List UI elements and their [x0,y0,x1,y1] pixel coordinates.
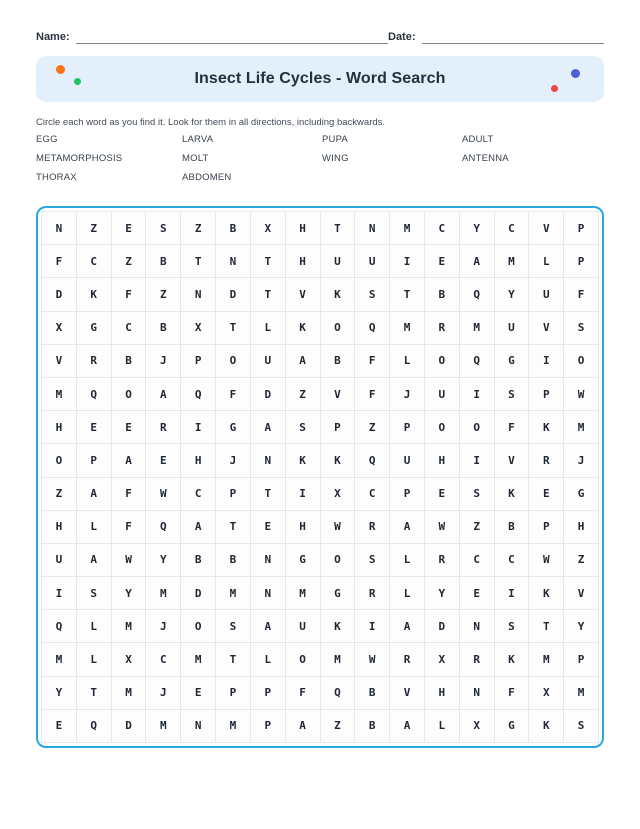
grid-cell[interactable]: M [146,710,181,743]
grid-cell[interactable]: C [112,312,147,345]
grid-cell[interactable]: P [251,677,286,710]
grid-cell[interactable]: Z [564,544,599,577]
grid-cell[interactable]: I [390,245,425,278]
grid-cell[interactable]: L [390,345,425,378]
grid-cell[interactable]: D [112,710,147,743]
grid-cell[interactable]: T [251,478,286,511]
grid-cell[interactable]: O [564,345,599,378]
grid-cell[interactable]: P [251,710,286,743]
grid-cell[interactable]: O [425,411,460,444]
grid-cell[interactable]: Z [286,378,321,411]
grid-cell[interactable]: J [146,345,181,378]
grid-cell[interactable]: E [425,245,460,278]
grid-cell[interactable]: I [460,378,495,411]
grid-cell[interactable]: N [251,577,286,610]
grid-cell[interactable]: G [564,478,599,511]
grid-cell[interactable]: Z [112,245,147,278]
page-title: Insect Life Cycles - Word Search [194,70,446,87]
grid-cell[interactable]: T [181,245,216,278]
grid-cell[interactable]: L [251,312,286,345]
grid-cell[interactable]: F [286,677,321,710]
grid-cell[interactable]: M [146,577,181,610]
grid-cell[interactable]: F [495,677,530,710]
grid-cell[interactable]: K [321,278,356,311]
grid-cell[interactable]: G [216,411,251,444]
grid-cell[interactable]: J [216,444,251,477]
grid-cell[interactable]: I [181,411,216,444]
grid-cell[interactable]: C [355,478,390,511]
grid-cell[interactable]: C [425,212,460,245]
date-input-line[interactable] [422,30,604,44]
grid-cell[interactable]: W [321,511,356,544]
grid-cell[interactable]: T [251,245,286,278]
grid-cell[interactable]: A [286,710,321,743]
grid-cell[interactable]: A [251,411,286,444]
grid-cell[interactable]: H [425,444,460,477]
grid-cell[interactable]: L [390,544,425,577]
grid-cell[interactable]: O [425,345,460,378]
decorative-dot-green-icon [74,78,81,85]
grid-cell[interactable]: T [77,677,112,710]
grid-cell[interactable]: F [216,378,251,411]
instructions-text: Circle each word as you find it. Look for them in all directions, including backwards. [36,117,386,128]
grid-cell[interactable]: N [181,710,216,743]
grid-cell[interactable]: S [460,478,495,511]
date-label: Date: [388,31,416,43]
word-list-item[interactable]: PUPA [322,134,348,145]
grid-cell[interactable]: R [460,643,495,676]
grid-cell[interactable]: O [112,378,147,411]
grid-cell[interactable]: T [529,610,564,643]
grid-cell[interactable]: I [495,577,530,610]
grid-cell[interactable]: M [529,643,564,676]
grid-cell[interactable]: S [216,610,251,643]
word-list-item[interactable]: WING [322,153,349,164]
grid-cell[interactable]: K [529,577,564,610]
grid-cell[interactable]: C [77,245,112,278]
grid-cell[interactable]: P [529,378,564,411]
grid-cell[interactable]: N [355,212,390,245]
grid-cell[interactable]: L [425,710,460,743]
grid-cell[interactable]: E [460,577,495,610]
grid-cell[interactable]: A [251,610,286,643]
grid-cell[interactable]: O [321,312,356,345]
grid-cell[interactable]: A [181,511,216,544]
grid-cell[interactable]: Q [321,677,356,710]
grid-cell[interactable]: F [355,378,390,411]
grid-cell[interactable]: U [495,312,530,345]
grid-cell[interactable]: N [181,278,216,311]
grid-cell[interactable]: R [146,411,181,444]
grid-cell[interactable]: H [286,212,321,245]
grid-cell[interactable]: N [251,544,286,577]
grid-cell[interactable]: B [112,345,147,378]
grid-cell[interactable]: A [390,710,425,743]
name-field-group [36,30,388,44]
grid-cell[interactable]: U [390,444,425,477]
grid-cell[interactable]: Z [460,511,495,544]
grid-cell[interactable]: D [181,577,216,610]
grid-cell[interactable]: E [112,212,147,245]
grid-cell[interactable]: E [42,710,77,743]
word-list [36,134,604,184]
word-list-item[interactable]: ANTENNA [462,153,509,164]
grid-cell[interactable]: M [216,710,251,743]
grid-cell[interactable]: D [425,610,460,643]
grid-cell[interactable]: X [42,312,77,345]
grid-cell[interactable]: K [286,444,321,477]
grid-cell[interactable]: P [390,411,425,444]
grid-cell[interactable]: K [529,710,564,743]
grid-cell[interactable]: Y [146,544,181,577]
decorative-dot-orange-icon [56,65,65,74]
grid-cell[interactable]: B [495,511,530,544]
date-field-group [388,30,604,44]
grid-cell[interactable]: O [321,544,356,577]
grid-cell[interactable]: B [355,677,390,710]
grid-cell[interactable]: Y [112,577,147,610]
grid-cell[interactable]: A [146,378,181,411]
grid-cell[interactable]: Q [42,610,77,643]
grid-cell[interactable]: X [529,677,564,710]
grid-cell[interactable]: P [321,411,356,444]
grid-cell[interactable]: B [425,278,460,311]
grid-cell[interactable]: T [216,643,251,676]
grid-cell[interactable]: G [286,544,321,577]
grid-cell[interactable]: K [321,610,356,643]
grid-cell[interactable]: Z [42,478,77,511]
grid-cell[interactable]: W [355,643,390,676]
grid-cell[interactable]: C [146,643,181,676]
grid-cell[interactable]: I [355,610,390,643]
grid-cell[interactable]: N [460,677,495,710]
grid-cell[interactable]: O [286,643,321,676]
word-list-item[interactable]: THORAX [36,172,77,183]
grid-cell[interactable]: B [355,710,390,743]
grid-cell[interactable]: L [77,610,112,643]
grid-cell[interactable]: L [77,511,112,544]
grid-cell[interactable]: E [77,411,112,444]
grid-cell[interactable]: M [564,411,599,444]
grid-cell[interactable]: Y [460,212,495,245]
grid-cell[interactable]: R [77,345,112,378]
grid-cell[interactable]: E [529,478,564,511]
grid-cell[interactable]: C [460,544,495,577]
grid-cell[interactable]: D [42,278,77,311]
grid-cell[interactable]: Z [181,212,216,245]
grid-cell[interactable]: L [251,643,286,676]
word-list-item[interactable]: MOLT [182,153,209,164]
decorative-dot-red-icon [551,85,558,92]
grid-cell[interactable]: K [495,643,530,676]
word-list-item[interactable]: EGG [36,134,58,145]
grid-cell[interactable]: U [321,245,356,278]
grid-cell[interactable]: H [181,444,216,477]
grid-cell[interactable]: P [564,643,599,676]
grid-cell[interactable]: M [390,212,425,245]
grid-cell[interactable]: I [42,577,77,610]
grid-cell[interactable]: P [564,212,599,245]
grid-cell[interactable]: P [216,478,251,511]
grid-cell[interactable]: X [251,212,286,245]
grid-cell[interactable]: E [146,444,181,477]
grid-cell[interactable]: M [181,643,216,676]
grid-cell[interactable]: N [460,610,495,643]
grid-cell[interactable]: W [112,544,147,577]
grid-cell[interactable]: X [181,312,216,345]
grid-cell[interactable]: R [425,544,460,577]
grid-cell[interactable]: K [77,278,112,311]
grid-cell[interactable]: D [251,378,286,411]
grid-cell[interactable]: P [181,345,216,378]
grid-cell[interactable]: A [77,544,112,577]
grid-cell[interactable]: C [181,478,216,511]
grid-cell[interactable]: Y [495,278,530,311]
grid-cell[interactable]: M [216,577,251,610]
grid-cell[interactable]: S [495,610,530,643]
grid-cell[interactable]: S [77,577,112,610]
grid-cell[interactable]: X [321,478,356,511]
grid-cell[interactable]: S [355,544,390,577]
grid-cell[interactable]: V [286,278,321,311]
grid-cell[interactable]: O [460,411,495,444]
grid-cell[interactable]: W [146,478,181,511]
grid-cell[interactable]: L [529,245,564,278]
word-list-item[interactable]: ADULT [462,134,494,145]
grid-cell[interactable]: M [112,677,147,710]
grid-cell[interactable]: B [216,544,251,577]
grid-cell[interactable]: X [112,643,147,676]
grid-cell[interactable]: L [390,577,425,610]
grid-cell[interactable]: M [495,245,530,278]
grid-cell[interactable]: Q [460,278,495,311]
grid-cell[interactable]: K [321,444,356,477]
grid-cell[interactable]: N [42,212,77,245]
grid-cell[interactable]: A [390,511,425,544]
grid-cell[interactable]: H [42,411,77,444]
grid-cell[interactable]: H [286,511,321,544]
grid-cell[interactable]: A [390,610,425,643]
grid-cell[interactable]: I [460,444,495,477]
grid-cell[interactable]: V [42,345,77,378]
grid-cell[interactable]: Z [77,212,112,245]
grid-cell[interactable]: H [564,511,599,544]
grid-cell[interactable]: H [42,511,77,544]
grid-cell[interactable]: O [216,345,251,378]
grid-cell[interactable]: C [495,544,530,577]
grid-cell[interactable]: R [529,444,564,477]
grid-cell[interactable]: Y [42,677,77,710]
grid-cell[interactable]: Z [355,411,390,444]
grid-cell[interactable]: Q [77,710,112,743]
grid-cell[interactable]: Q [355,312,390,345]
grid-cell[interactable]: G [77,312,112,345]
grid-cell[interactable]: U [425,378,460,411]
grid-cell[interactable]: R [425,312,460,345]
grid-cell[interactable]: M [564,677,599,710]
grid-cell[interactable]: K [286,312,321,345]
grid-cell[interactable]: B [181,544,216,577]
grid-cell[interactable]: E [112,411,147,444]
grid-cell[interactable]: Z [146,278,181,311]
word-search-grid[interactable] [41,211,599,743]
grid-cell[interactable]: Q [181,378,216,411]
grid-cell[interactable]: R [355,577,390,610]
grid-cell[interactable]: X [460,710,495,743]
grid-cell[interactable]: S [564,710,599,743]
word-list-item[interactable]: ABDOMEN [182,172,232,183]
grid-cell[interactable]: F [112,478,147,511]
grid-cell[interactable]: A [112,444,147,477]
grid-cell[interactable]: L [77,643,112,676]
grid-cell[interactable]: A [286,345,321,378]
grid-cell[interactable]: D [216,278,251,311]
name-label: Name: [36,31,70,43]
grid-cell[interactable]: K [495,478,530,511]
grid-cell[interactable]: C [495,212,530,245]
grid-cell[interactable]: F [355,345,390,378]
grid-cell[interactable]: M [460,312,495,345]
grid-cell[interactable]: W [529,544,564,577]
word-list-item[interactable]: LARVA [182,134,214,145]
grid-cell[interactable]: F [112,278,147,311]
grid-cell[interactable]: P [529,511,564,544]
grid-cell[interactable]: H [286,245,321,278]
grid-cell[interactable]: V [529,212,564,245]
grid-cell[interactable]: U [355,245,390,278]
grid-cell[interactable]: A [460,245,495,278]
grid-cell[interactable]: V [390,677,425,710]
grid-cell[interactable]: S [564,312,599,345]
name-date-row [36,0,604,44]
grid-cell[interactable]: M [321,643,356,676]
grid-cell[interactable]: P [77,444,112,477]
decorative-dot-blue-icon [571,69,580,78]
grid-cell[interactable]: E [425,478,460,511]
grid-cell[interactable]: Q [355,444,390,477]
grid-cell[interactable]: V [495,444,530,477]
grid-cell[interactable]: W [564,378,599,411]
grid-cell[interactable]: F [42,245,77,278]
grid-cell[interactable]: I [286,478,321,511]
grid-cell[interactable]: U [42,544,77,577]
grid-cell[interactable]: B [321,345,356,378]
grid-cell[interactable]: U [251,345,286,378]
grid-cell[interactable]: J [146,610,181,643]
grid-cell[interactable]: P [390,478,425,511]
grid-cell[interactable]: E [181,677,216,710]
grid-cell[interactable]: G [495,710,530,743]
grid-cell[interactable]: M [112,610,147,643]
grid-cell[interactable]: J [564,444,599,477]
grid-cell[interactable]: S [286,411,321,444]
grid-cell[interactable]: S [355,278,390,311]
grid-cell[interactable]: A [77,478,112,511]
grid-cell[interactable]: P [564,245,599,278]
grid-cell[interactable]: F [495,411,530,444]
grid-cell[interactable]: J [146,677,181,710]
grid-cell[interactable]: T [321,212,356,245]
grid-cell[interactable]: N [216,245,251,278]
grid-cell[interactable]: R [355,511,390,544]
grid-cell[interactable]: N [251,444,286,477]
grid-cell[interactable]: F [112,511,147,544]
grid-cell[interactable]: R [390,643,425,676]
title-banner [36,56,604,102]
grid-cell[interactable]: B [216,212,251,245]
grid-cell[interactable]: O [42,444,77,477]
grid-cell[interactable]: X [425,643,460,676]
grid-cell[interactable]: Z [321,710,356,743]
grid-cell[interactable]: H [425,677,460,710]
grid-cell[interactable]: J [390,378,425,411]
grid-cell[interactable]: Q [77,378,112,411]
grid-cell[interactable]: E [251,511,286,544]
grid-cell[interactable]: Q [146,511,181,544]
grid-cell[interactable]: T [251,278,286,311]
grid-cell[interactable]: M [286,577,321,610]
grid-cell[interactable]: Q [460,345,495,378]
grid-cell[interactable]: S [495,378,530,411]
grid-cell[interactable]: V [564,577,599,610]
word-search-grid-container [36,206,604,748]
grid-cell[interactable]: U [529,278,564,311]
grid-cell[interactable]: V [529,312,564,345]
grid-cell[interactable]: B [146,312,181,345]
grid-cell[interactable]: G [495,345,530,378]
grid-cell[interactable]: T [216,312,251,345]
grid-cell[interactable]: M [42,643,77,676]
grid-cell[interactable]: F [564,278,599,311]
grid-cell[interactable]: G [321,577,356,610]
grid-cell[interactable]: W [425,511,460,544]
grid-cell[interactable]: P [216,677,251,710]
grid-cell[interactable]: M [390,312,425,345]
grid-cell[interactable]: Y [425,577,460,610]
grid-cell[interactable]: K [529,411,564,444]
grid-cell[interactable]: I [529,345,564,378]
word-list-item[interactable]: METAMORPHOSIS [36,153,123,164]
grid-cell[interactable]: T [216,511,251,544]
grid-cell[interactable]: U [286,610,321,643]
grid-cell[interactable]: B [146,245,181,278]
grid-cell[interactable]: O [181,610,216,643]
grid-cell[interactable]: V [321,378,356,411]
grid-cell[interactable]: Y [564,610,599,643]
name-input-line[interactable] [76,30,388,44]
grid-cell[interactable]: S [146,212,181,245]
grid-cell[interactable]: T [390,278,425,311]
grid-cell[interactable]: M [42,378,77,411]
